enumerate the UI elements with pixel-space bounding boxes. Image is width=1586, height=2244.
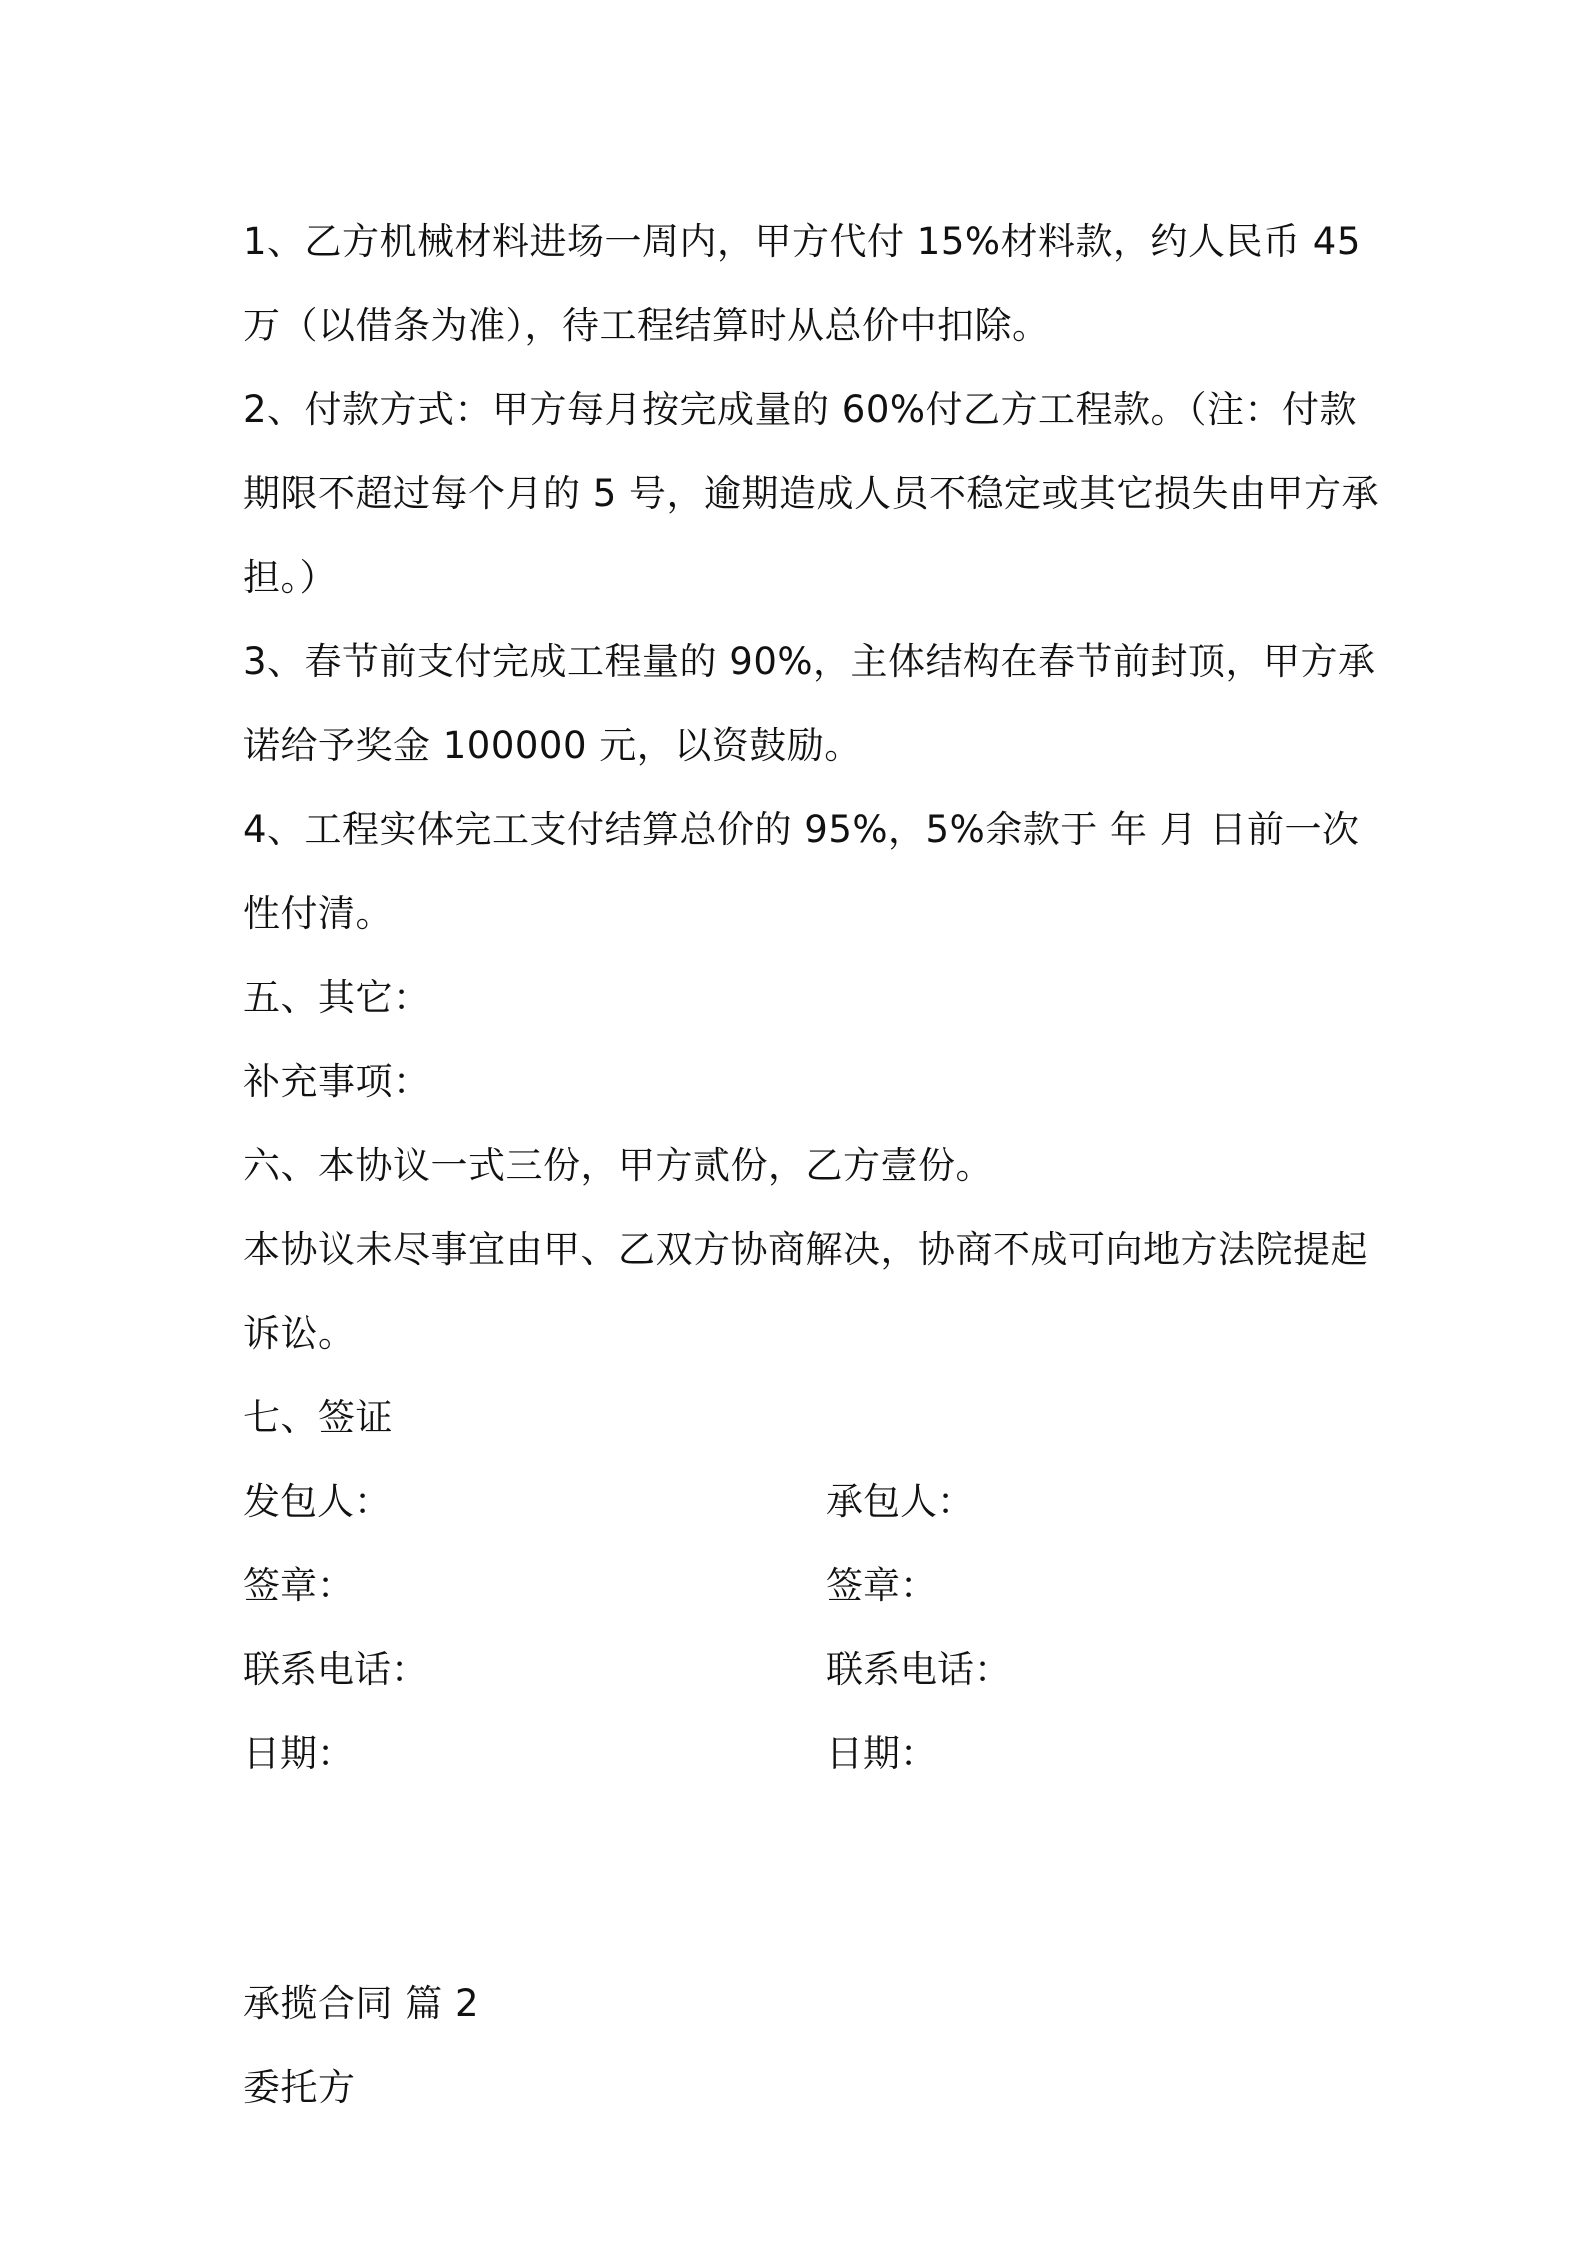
dispute-clause-line-2: 诉讼。	[243, 1312, 356, 1355]
employer-seal-label: 签章：	[243, 1564, 354, 1607]
contractor-phone-label: 联系电话：	[826, 1648, 1011, 1691]
section-5-heading: 五、其它：	[243, 976, 431, 1019]
contractor-date-label: 日期：	[826, 1732, 937, 1775]
signature-row-phone	[243, 1628, 1363, 1712]
section-spacer	[243, 1796, 1363, 1962]
clause-2-line-1: 2、付款方式：甲方每月按完成量的 60%付乙方工程款。（注：付款	[243, 388, 1358, 431]
employer-date-label: 日期：	[243, 1732, 354, 1775]
client-label: 委托方	[243, 2066, 356, 2109]
clause-1-line-1: 1、乙方机械材料进场一周内，甲方代付 15%材料款，约人民币 45	[243, 220, 1361, 263]
contract-2-title: 承揽合同 篇 2	[243, 1982, 480, 2025]
signature-row-seal	[243, 1544, 1363, 1628]
employer-label: 发包人：	[243, 1480, 391, 1523]
document-body	[243, 200, 1380, 2130]
clause-1-line-2: 万（以借条为准），待工程结算时从总价中扣除。	[243, 304, 1050, 347]
clause-2-line-2: 期限不超过每个月的 5 号，逾期造成人员不稳定或其它损失由甲方承	[243, 472, 1380, 515]
clause-4-line-1: 4、工程实体完工支付结算总价的 95%，5%余款于 年 月 日前一次	[243, 808, 1360, 851]
clause-3-line-1: 3、春节前支付完成工程量的 90%，主体结构在春节前封顶，甲方承	[243, 640, 1376, 683]
employer-phone-label: 联系电话：	[243, 1648, 428, 1691]
clause-2-line-3: 担。）	[243, 556, 337, 599]
contractor-label: 承包人：	[826, 1480, 974, 1523]
clause-4-line-2: 性付清。	[243, 892, 393, 935]
section-7-heading: 七、签证	[243, 1396, 393, 1439]
supplementary-items: 补充事项：	[243, 1060, 431, 1103]
dispute-clause-line-1: 本协议未尽事宜由甲、乙双方协商解决，协商不成可向地方法院提起	[243, 1228, 1368, 1271]
clause-3-line-2: 诺给予奖金 100000 元，以资鼓励。	[243, 724, 862, 767]
signature-row-party	[243, 1460, 1363, 1544]
section-6-heading: 六、本协议一式三份，甲方贰份，乙方壹份。	[243, 1144, 993, 1187]
contractor-seal-label: 签章：	[826, 1564, 937, 1607]
signature-row-date	[243, 1712, 1363, 1796]
